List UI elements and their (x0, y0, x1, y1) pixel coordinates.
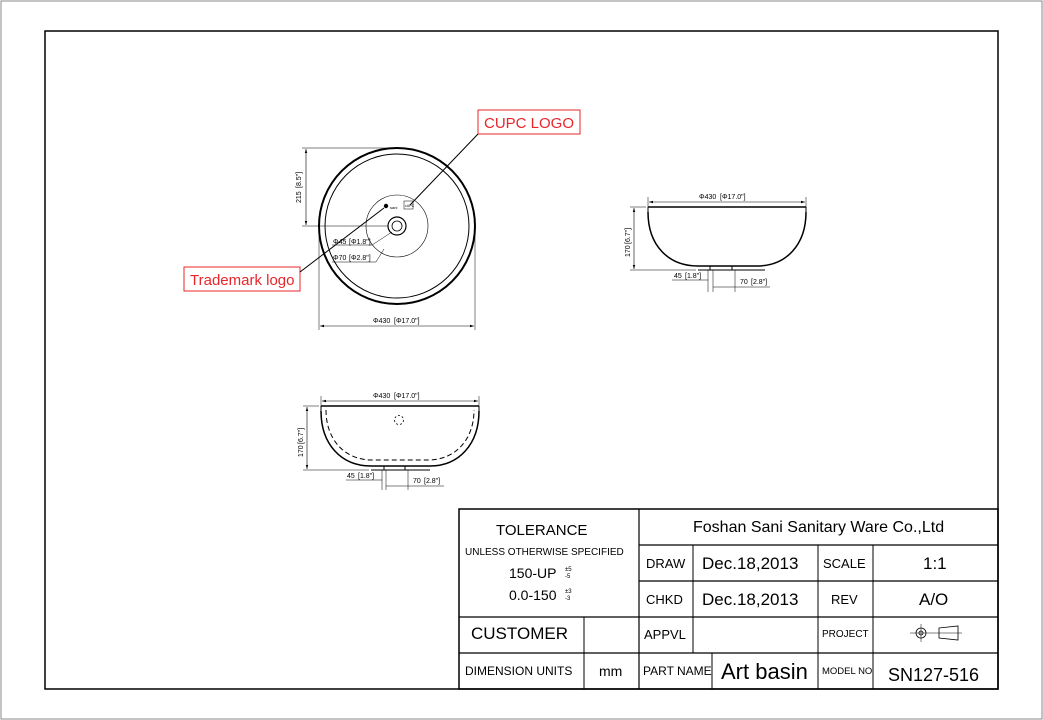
scale-label: SCALE (823, 556, 866, 571)
company-name: Foshan Sani Sanitary Ware Co.,Ltd (693, 519, 945, 536)
height-dim-text: 215 (296, 191, 303, 203)
drain-outer-dim: Φ70 (333, 255, 347, 262)
scale-value: 1:1 (923, 554, 947, 573)
side-diameter-dim: Φ430 (699, 194, 717, 201)
side-foot-height: 45 (674, 273, 682, 280)
height-dim-text-in: [8.5"] (296, 171, 303, 188)
side-foot-height-in: [1.8"] (685, 273, 702, 280)
trademark-logo-label: Trademark logo (190, 272, 295, 289)
customer-label: CUSTOMER (471, 624, 568, 643)
tolerance-row-1-plus: ±5 (565, 567, 572, 573)
tolerance-row-1-minus: -5 (565, 574, 571, 580)
section-foot-width-in: [2.8"] (424, 478, 441, 485)
rev-label: REV (831, 592, 858, 607)
section-diameter-dim-in: [Φ17.0"] (394, 393, 420, 400)
tolerance-row-1: 150-UP (509, 565, 557, 581)
svg-text:cUPC: cUPC (405, 204, 415, 208)
section-foot-height: 45 (347, 473, 355, 480)
unless-specified: UNLESS OTHERWISE SPECIFIED (465, 547, 624, 558)
drain-outer-dim-in: [Φ2.8"] (349, 255, 371, 262)
side-diameter-dim-in: [Φ17.0"] (720, 194, 746, 201)
part-name-value: Art basin (721, 659, 808, 684)
section-height-dim: 170 (298, 445, 305, 457)
tolerance-title: TOLERANCE (496, 522, 588, 539)
tolerance-row-2-plus: ±3 (565, 589, 572, 595)
diameter-dim-text-in: [Φ17.0"] (394, 318, 420, 325)
side-foot-width-in: [2.8"] (751, 279, 768, 286)
project-label: PROJECT (822, 629, 869, 640)
tolerance-row-2: 0.0-150 (509, 587, 557, 603)
tolerance-row-2-minus: -3 (565, 596, 571, 602)
drain-inner-dim: Φ45 (333, 239, 347, 246)
side-height-dim-in: [6.7"] (625, 227, 632, 244)
diameter-dim-text: Φ430 (373, 318, 391, 325)
draw-label: DRAW (646, 556, 686, 571)
side-height-dim: 170 (625, 245, 632, 257)
model-no-label: MODEL NO (822, 666, 873, 677)
outer-border (1, 1, 1042, 719)
drain-inner-dim-in: [Φ1.8"] (349, 239, 371, 246)
dim-units-value: mm (599, 663, 623, 679)
appvl-label: APPVL (644, 627, 686, 642)
draw-date: Dec.18,2013 (702, 554, 799, 573)
dim-units-label: DIMENSION UNITS (465, 664, 573, 678)
cupc-logo-label: CUPC LOGO (484, 115, 575, 132)
rev-value: A/O (919, 590, 949, 609)
part-name-label: PART NAME (643, 664, 712, 678)
section-diameter-dim: Φ430 (373, 393, 391, 400)
section-foot-height-in: [1.8"] (358, 473, 375, 480)
section-height-dim-in: [6.7"] (298, 427, 305, 444)
svg-text:sani: sani (390, 205, 398, 210)
model-no-value: SN127-516 (888, 665, 980, 685)
chkd-label: CHKD (646, 592, 683, 607)
chkd-date: Dec.18,2013 (702, 590, 799, 609)
side-foot-width: 70 (740, 279, 748, 286)
section-foot-width: 70 (413, 478, 421, 485)
